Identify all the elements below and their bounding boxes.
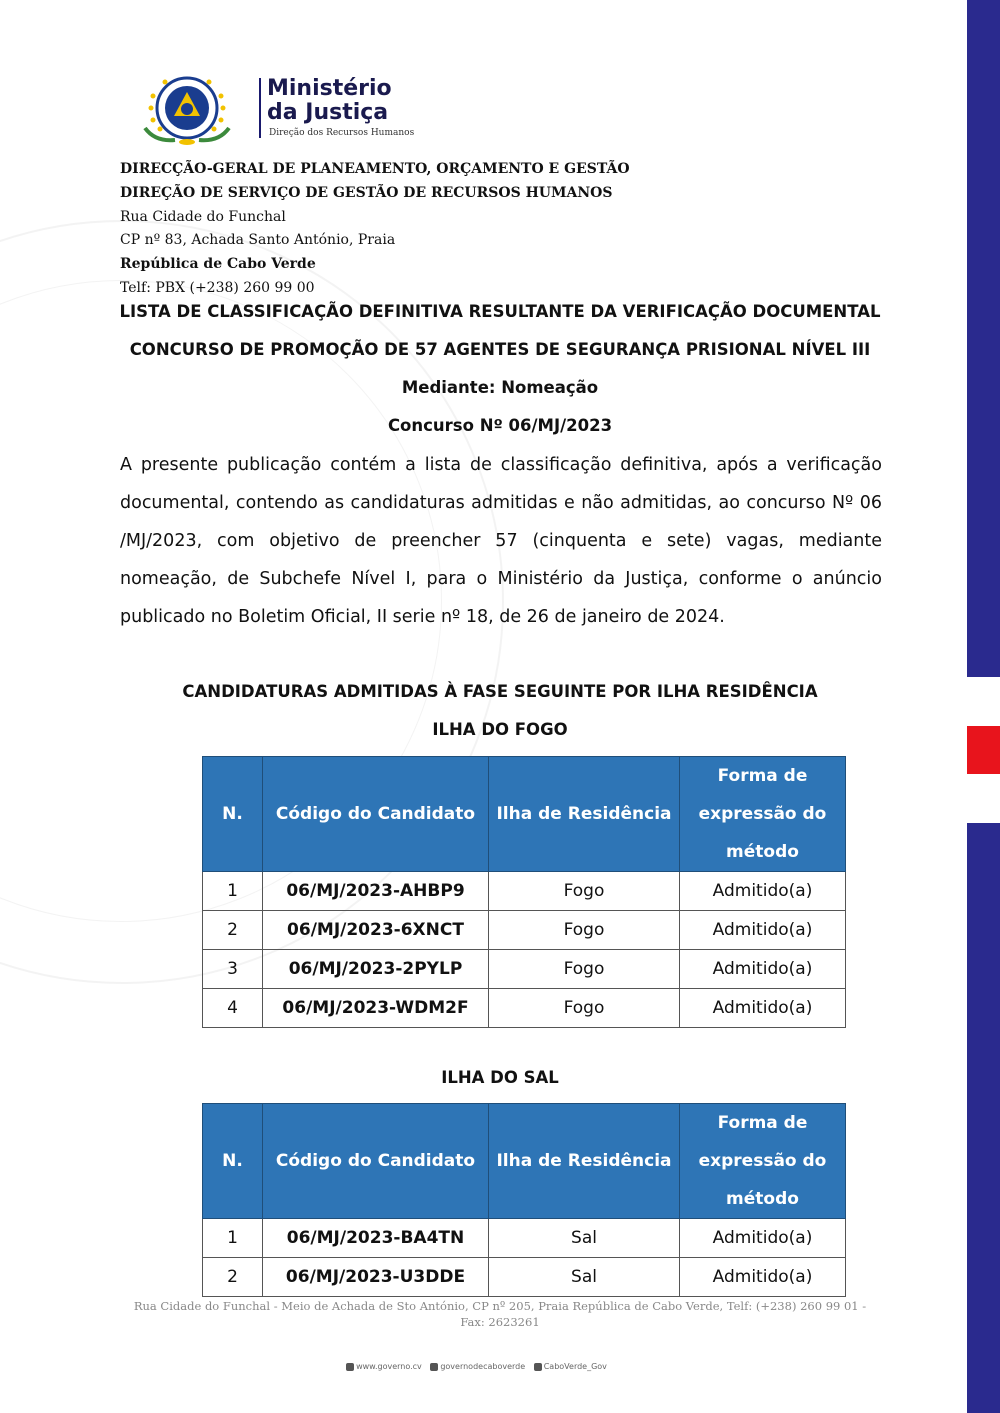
- status: Admitido(a): [680, 950, 846, 989]
- address-block: [120, 158, 630, 301]
- footer-twitter[interactable]: CaboVerde_Gov: [543, 1362, 607, 1371]
- col-header-island: Ilha de Residência: [489, 1104, 680, 1219]
- header-line-2: DIREÇÃO DE SERVIÇO DE GESTÃO DE RECURSOS HUMANOS: [120, 184, 613, 201]
- candidate-code: 06/MJ/2023-U3DDE: [263, 1258, 489, 1297]
- col-header-code: Código do Candidato: [263, 1104, 489, 1219]
- island: Fogo: [489, 872, 680, 911]
- col-header-n: N.: [203, 757, 263, 872]
- logo-title-line2: da Justiça: [267, 100, 389, 125]
- header-line-6: Telf: PBX (+238) 260 99 00: [120, 279, 315, 296]
- table-header-row: [203, 757, 846, 872]
- island: Sal: [489, 1219, 680, 1258]
- intro-paragraph: A presente publicação contém a lista de classificação definitiva, após a verificação documental, contendo as candidaturas admitidas e não admitidas, ao concurso Nº 06 /MJ/2023, com objetivo de preencher 57 (cinquenta e sete) vagas, mediante nomeação, de Subchefe Nível I, para o Ministério da Justiça, conforme o anúncio publicado no Boletim Oficial, II serie nº 18, de 26 de janeiro de 2024.: [120, 455, 882, 627]
- col-header-method: Forma de expressão do método: [680, 1104, 846, 1219]
- fogo-title: ILHA DO FOGO: [432, 720, 568, 739]
- twitter-icon: [534, 1363, 542, 1371]
- candidate-code: 06/MJ/2023-6XNCT: [263, 911, 489, 950]
- island: Fogo: [489, 950, 680, 989]
- contest-title: CONCURSO DE PROMOÇÃO DE 57 AGENTES DE SEGURANÇA PRISIONAL NÍVEL III: [129, 340, 871, 359]
- row-number: 2: [203, 1258, 263, 1297]
- logo-subtitle: Direção dos Recursos Humanos: [269, 128, 415, 138]
- table-row: [203, 950, 846, 989]
- candidate-code: 06/MJ/2023-WDM2F: [263, 989, 489, 1028]
- candidate-code: 06/MJ/2023-BA4TN: [263, 1219, 489, 1258]
- row-number: 4: [203, 989, 263, 1028]
- status: Admitido(a): [680, 1219, 846, 1258]
- sal-table: [202, 1103, 846, 1297]
- footer-address: Rua Cidade do Funchal - Meio de Achada de Sto António, CP nº 205, Praia República de Cabo Verde, Telf: (+238) 260 99 01 - Fax: 2623261: [133, 1299, 867, 1329]
- fogo-table: [202, 756, 846, 1028]
- footer-facebook[interactable]: governodecaboverde: [440, 1362, 526, 1371]
- table-row: [203, 989, 846, 1028]
- col-header-island: Ilha de Residência: [489, 757, 680, 872]
- header-line-1: DIRECÇÃO-GERAL DE PLANEAMENTO, ORÇAMENTO E GESTÃO: [120, 161, 630, 177]
- header-line-4: CP nº 83, Achada Santo António, Praia: [120, 232, 396, 249]
- footer-web[interactable]: www.governo.cv: [356, 1362, 422, 1371]
- footer-social: [0, 1362, 947, 1371]
- side-bar-blue-bottom: [967, 823, 1000, 1413]
- row-number: 1: [203, 872, 263, 911]
- island: Fogo: [489, 911, 680, 950]
- document-title: LISTA DE CLASSIFICAÇÃO DEFINITIVA RESULTANTE DA VERIFICAÇÃO DOCUMENTAL: [119, 302, 881, 321]
- globe-icon: [346, 1363, 354, 1371]
- side-bar-blue-top: [967, 0, 1000, 677]
- facebook-icon: [430, 1363, 438, 1371]
- col-header-method: Forma de expressão do método: [680, 757, 846, 872]
- ministry-logo: [135, 72, 435, 147]
- status: Admitido(a): [680, 872, 846, 911]
- method-title: Mediante: Nomeação: [401, 378, 599, 397]
- col-header-code: Código do Candidato: [263, 757, 489, 872]
- candidate-code: 06/MJ/2023-AHBP9: [263, 872, 489, 911]
- candidate-code: 06/MJ/2023-2PYLP: [263, 950, 489, 989]
- republic-seal-icon: [135, 72, 253, 147]
- row-number: 1: [203, 1219, 263, 1258]
- header-line-3: Rua Cidade do Funchal: [120, 208, 286, 225]
- island: Sal: [489, 1258, 680, 1297]
- col-header-n: N.: [203, 1104, 263, 1219]
- status: Admitido(a): [680, 911, 846, 950]
- status: Admitido(a): [680, 989, 846, 1028]
- table-header-row: [203, 1104, 846, 1219]
- table-row: [203, 872, 846, 911]
- logo-divider: [259, 78, 261, 138]
- table-row: [203, 1258, 846, 1297]
- table-row: [203, 911, 846, 950]
- status: Admitido(a): [680, 1258, 846, 1297]
- row-number: 2: [203, 911, 263, 950]
- sal-title: ILHA DO SAL: [441, 1068, 559, 1087]
- contest-number: Concurso Nº 06/MJ/2023: [387, 416, 613, 435]
- island: Fogo: [489, 989, 680, 1028]
- logo-title-line1: Ministério: [267, 76, 392, 101]
- section-title: CANDIDATURAS ADMITIDAS À FASE SEGUINTE POR ILHA RESIDÊNCIA: [182, 682, 818, 701]
- table-row: [203, 1219, 846, 1258]
- row-number: 3: [203, 950, 263, 989]
- header-line-5: República de Cabo Verde: [120, 256, 316, 273]
